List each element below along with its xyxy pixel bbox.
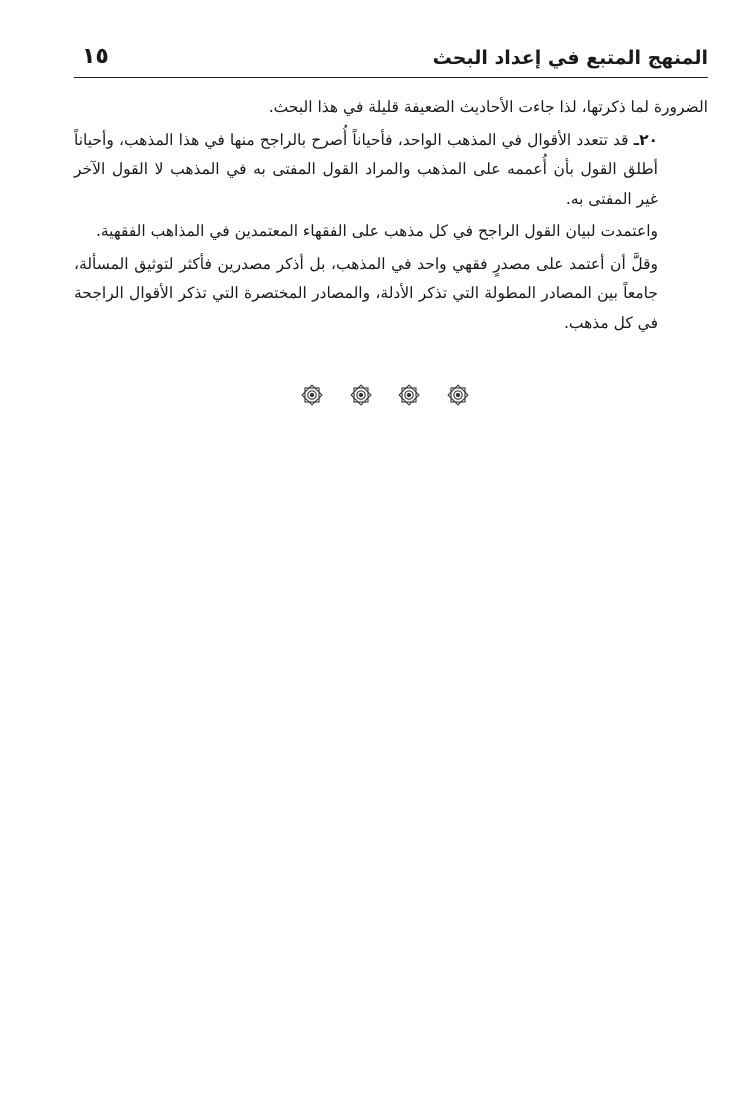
octagram-ornament-icon bbox=[349, 383, 373, 407]
page-header bbox=[74, 44, 708, 74]
paragraph-relied: واعتمدت لبيان القول الراجح في كل مذهب على الفقهاء المعتمدين في المذاهب الفقهية. bbox=[95, 222, 658, 240]
header-rule bbox=[74, 77, 708, 78]
section-ornaments bbox=[300, 383, 470, 409]
paragraph-sources: وقلَّ أن أعتمد على مصدرٍ فقهي واحد في المذهب، بل أذكر مصدرين فأكثر لتوثيق المسألة، جامعاً بين المصادر المطولة التي تذكر الأدلة، والمصادر المختصرة التي تذكر الأقوال الراجحة في كل مذهب. bbox=[74, 254, 658, 332]
item-text: قد تتعدد الأقوال في المذهب الواحد، فأحياناً أُصرح بالراجح منها في هذا المذهب، وأحياناً أطلق القول بأن أُعممه على المذهب والمراد القول المفتى به في المذهب لا القول الآخر غير المفتى به. bbox=[74, 130, 658, 208]
octagram-ornament-icon bbox=[300, 383, 324, 407]
body-text bbox=[74, 93, 708, 338]
page-number: ١٥ bbox=[82, 44, 109, 69]
running-title: المنهج المتبع في إعداد البحث bbox=[432, 47, 708, 69]
item-number: ٢٠ـ bbox=[633, 130, 658, 149]
octagram-ornament-icon bbox=[397, 383, 421, 407]
numbered-item-20 bbox=[74, 126, 708, 215]
intro-line: الضرورة لما ذكرتها، لذا جاءت الأحاديث الضعيفة قليلة في هذا البحث. bbox=[268, 98, 708, 116]
octagram-ornament-icon bbox=[446, 383, 470, 407]
